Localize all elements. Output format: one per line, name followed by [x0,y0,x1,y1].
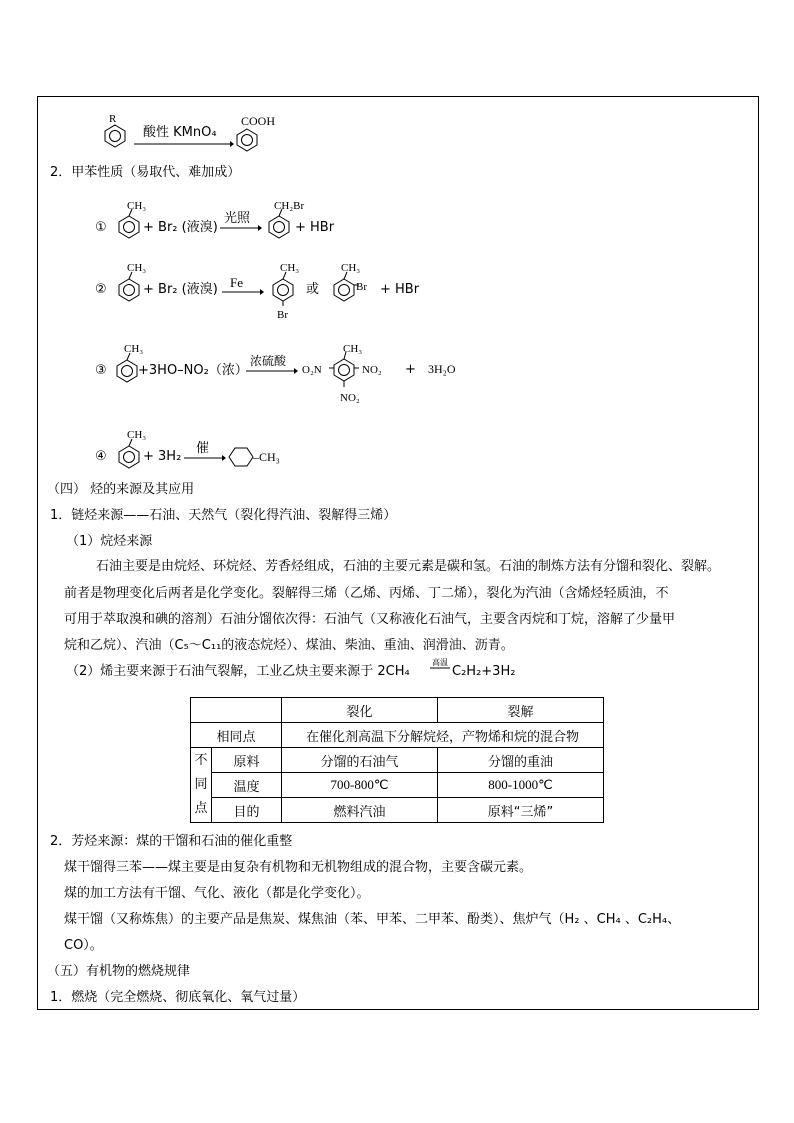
condition-fe: Fe [230,275,243,290]
ch3-label: CH₃ [280,262,300,274]
cell: 分馏的石油气 [282,748,438,773]
para-bromotoluene-ring-icon [272,276,294,306]
item-number: ① [95,220,107,235]
para-line: 煤的加工方法有干馏、气化、液化（都是化学变化）。 [64,886,370,901]
oxidation-condition: 酸性 KMnO₄ [143,125,217,140]
r-group: R [109,113,117,125]
cell: 700-800℃ [282,773,438,798]
section-2-title: 2．甲苯性质（易取代、难加成） [50,165,241,180]
cell: 800-1000℃ [438,773,604,798]
para-line: 石油主要是由烷烃、环烷烃、芳香烃组成，石油的主要元素是碳和氢。石油的制炼方法有分馏和裂化、裂解。 [96,559,721,574]
ch3-label: CH₃ [124,343,144,355]
br-label: Br [356,281,367,293]
diff-label: 不 同 点 [191,748,212,823]
arrow-icon [222,288,264,296]
para-line: CO）。 [64,938,103,953]
header-cracking: 裂化 [282,698,438,723]
br-label: Br [277,309,288,321]
tnt-ring-icon [331,354,365,388]
para-1-2: （2）烯主要来源于石油气裂解，工业乙炔主要来源于 2CH₄ [66,664,410,679]
item-number: ④ [95,449,107,464]
toluene-ring-icon [118,276,140,302]
para-5-1: 1．燃烧（完全燃烧、彻底氧化、氧气过量） [50,990,306,1005]
plus-sign: + [405,362,416,377]
benzene-ring-icon [268,213,290,239]
para-line: 前者是物理变化后两者是化学变化。裂解得三烯（乙烯、丙烯、丁二烯），裂化为汽油（含烯烃轻质油，不 [64,586,669,601]
o2n-label: O₂N [302,364,322,376]
reagent: + Br₂ (液溴) [143,220,218,235]
arrow-icon [430,666,452,670]
para-line: 煤干馏（又称炼焦）的主要产品是焦炭、煤焦油（苯、甲苯、二甲苯、酚类）、焦炉气（H₂ 、CH₄ 、C₂H₄、 [64,912,681,927]
item-number: ③ [95,363,107,378]
ch2br-label: CH₂Br [274,200,305,212]
no2-bottom-label: NO₂ [340,392,360,404]
table-row [191,723,604,748]
cell: 燃料汽油 [282,798,438,823]
hydrogenation-reagent: + 3H₂ [143,449,182,464]
arrow-icon [184,454,226,462]
table-row [191,798,604,823]
cell: 原料“三烯” [438,798,604,823]
arrow-icon [134,140,234,148]
para-2-title: 2．芳烃来源：煤的干馏和石油的催化重整 [50,834,293,849]
water-product: 3H₂O [428,362,456,376]
cell: 分馏的重油 [438,748,604,773]
or-label: 或 [306,282,320,297]
para-line: 可用于萃取溴和碘的溶剂）石油分馏依次得：石油气（又称液化石油气，主要含丙烷和丁烷，溶解了少量甲 [64,612,676,627]
cooh-group: COOH [241,114,276,128]
hbr-product: + HBr [380,282,420,297]
ch3-substituent: –CH₃ [253,450,280,464]
acetylene-product: C₂H₂+3H₂ [452,664,516,679]
reagent: + Br₂ (液溴) [143,282,218,297]
arrow-icon [246,367,298,375]
toluene-ring-icon [118,443,140,469]
ch3-label: CH₃ [343,343,363,355]
para-1-title: 1．链烃来源——石油、天然气（裂化得汽油、裂解得三烯） [50,508,397,523]
condition-sulfuric: 浓硫酸 [250,354,287,368]
table-row [191,773,604,798]
header-pyrolysis: 裂解 [438,698,604,723]
table-row [191,698,604,723]
arrow-icon [220,224,262,232]
benzene-ring-icon [236,128,258,152]
row-key: 原料 [212,748,282,773]
row-key: 目的 [212,798,282,823]
cyclohexane-ring-icon [228,447,254,467]
toluene-ring-icon [118,213,140,239]
nitration-reagent: +3HO–NO₂（浓） [138,363,248,378]
same-label: 相同点 [191,723,282,748]
table-row [191,748,604,773]
cracking-comparison-table [190,697,604,823]
para-line: 烷和乙烷）、汽油（C₅～C₁₁的液态烷烃）、煤油、柴油、重油、润滑油、沥青。 [64,638,514,653]
condition-high-temp: 高温 [432,658,448,667]
item-number: ② [95,282,107,297]
section-4-title: （四） 烃的来源及其应用 [47,482,195,497]
no2-right-label: NO₂ [362,364,382,376]
condition-light: 光照 [224,211,251,226]
same-text: 在催化剂高温下分解烷烃，产物烯和烷的混合物 [282,723,604,748]
ch3-label: CH₃ [127,429,147,441]
section-5-title: （五）有机物的燃烧规律 [47,964,191,979]
para-line: 煤干馏得三苯——煤主要是由复杂有机物和无机物组成的混合物，主要含碳元素。 [64,860,533,875]
ch3-label: CH₃ [127,200,147,212]
toluene-ring-icon [116,357,138,383]
row-key: 温度 [212,773,282,798]
ch3-label: CH₃ [341,262,361,274]
para-1-1-title: （1）烷烃来源 [66,534,153,549]
hbr-product: + HBr [295,220,335,235]
condition-catalyst: 催 [196,441,210,456]
ch3-label: CH₃ [127,262,147,274]
